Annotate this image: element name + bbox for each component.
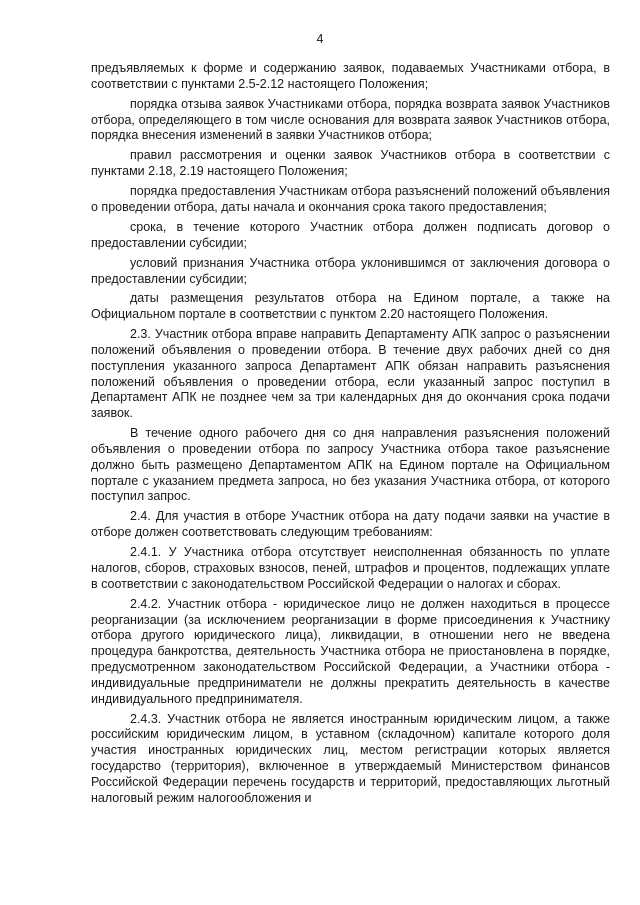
paragraph: порядка предоставления Участникам отбора разъяснений положений объявления о проведении отбора, даты начала и окончания срока такого предоставления; [91, 184, 610, 214]
paragraph: срока, в течение которого Участник отбора должен подписать договор о предоставлении субсидии; [91, 219, 610, 250]
document-body [91, 61, 610, 811]
paragraph: условий признания Участника отбора уклонившимся от заключения договора о предоставлении субсидии; [91, 255, 610, 286]
paragraph: 2.4.2. Участник отбора - юридическое лицо не должен находиться в процессе реорганизации (за исключением реорганизации в форме присоединения к Участнику отбора другого юридического лица), ликвидации, в отношении него не введена процедура банкротства, деятельность Участника отбора не приостановлена в порядке, предусмотренном законодательством Российской Федерации, а Участники отбора - индивидуальные предприниматели не должны прекратить деятельность в качестве индивидуального предпринимателя. [91, 596, 610, 706]
paragraph: даты размещения результатов отбора на Едином портале, а также на Официальном портале в соответствии с пунктом 2.20 настоящего Положения. [91, 291, 610, 322]
paragraph: порядка отзыва заявок Участниками отбора, порядка возврата заявок Участников отбора, определяющего в том числе основания для возврата заявок Участников отбора, порядка внесения изменений в заявки Участников отбора; [91, 96, 610, 143]
paragraph: В течение одного рабочего дня со дня направления разъяснения положений объявления о проведении отбора по запросу Участника отбора такое разъяснение должно быть размещено Департаментом АПК на Едином портале на Официальном портале с указанием предмета запроса, но без указания Участника отбора, от которого поступил запрос. [91, 426, 610, 504]
paragraph: правил рассмотрения и оценки заявок Участников отбора в соответствии с пунктами 2.18, 2.19 настоящего Положения; [91, 148, 610, 179]
page-number: 4 [316, 32, 324, 46]
paragraph: 2.4.1. У Участника отбора отсутствует неисполненная обязанность по уплате налогов, сборов, страховых взносов, пеней, штрафов и процентов, подлежащих уплате в соответствии с законодательством Российской Федерации о налогах и сборах. [91, 545, 610, 591]
paragraph: 2.4. Для участия в отборе Участник отбора на дату подачи заявки на участие в отборе должен соответствовать следующим требованиям: [91, 509, 610, 540]
paragraph: 2.4.3. Участник отбора не является иностранным юридическим лицом, а также российским юридическим лицом, в уставном (складочном) капитале которого доля участия иностранных юридических лиц, местом регистрации которых является государство (территория), включенное в утверждаемый Министерством финансов Российской Федерации перечень государств и территорий, предоставляющих льготный налоговый режим налогообложения и [91, 711, 610, 805]
paragraph: 2.3. Участник отбора вправе направить Департаменту АПК запрос о разъяснении положений объявления о проведении отбора. В течение двух рабочих дней со дня поступления указанного запроса Департамент АПК обязан направить разъяснения положений объявления о проведении отбора, если указанный запрос поступил в Департамент АПК не позднее чем за три календарных дня до окончания срока подачи заявок. [91, 327, 610, 421]
paragraph: предъявляемых к форме и содержанию заявок, подаваемых Участниками отбора, в соответствии с пунктами 2.5-2.12 настоящего Положения; [91, 61, 610, 91]
